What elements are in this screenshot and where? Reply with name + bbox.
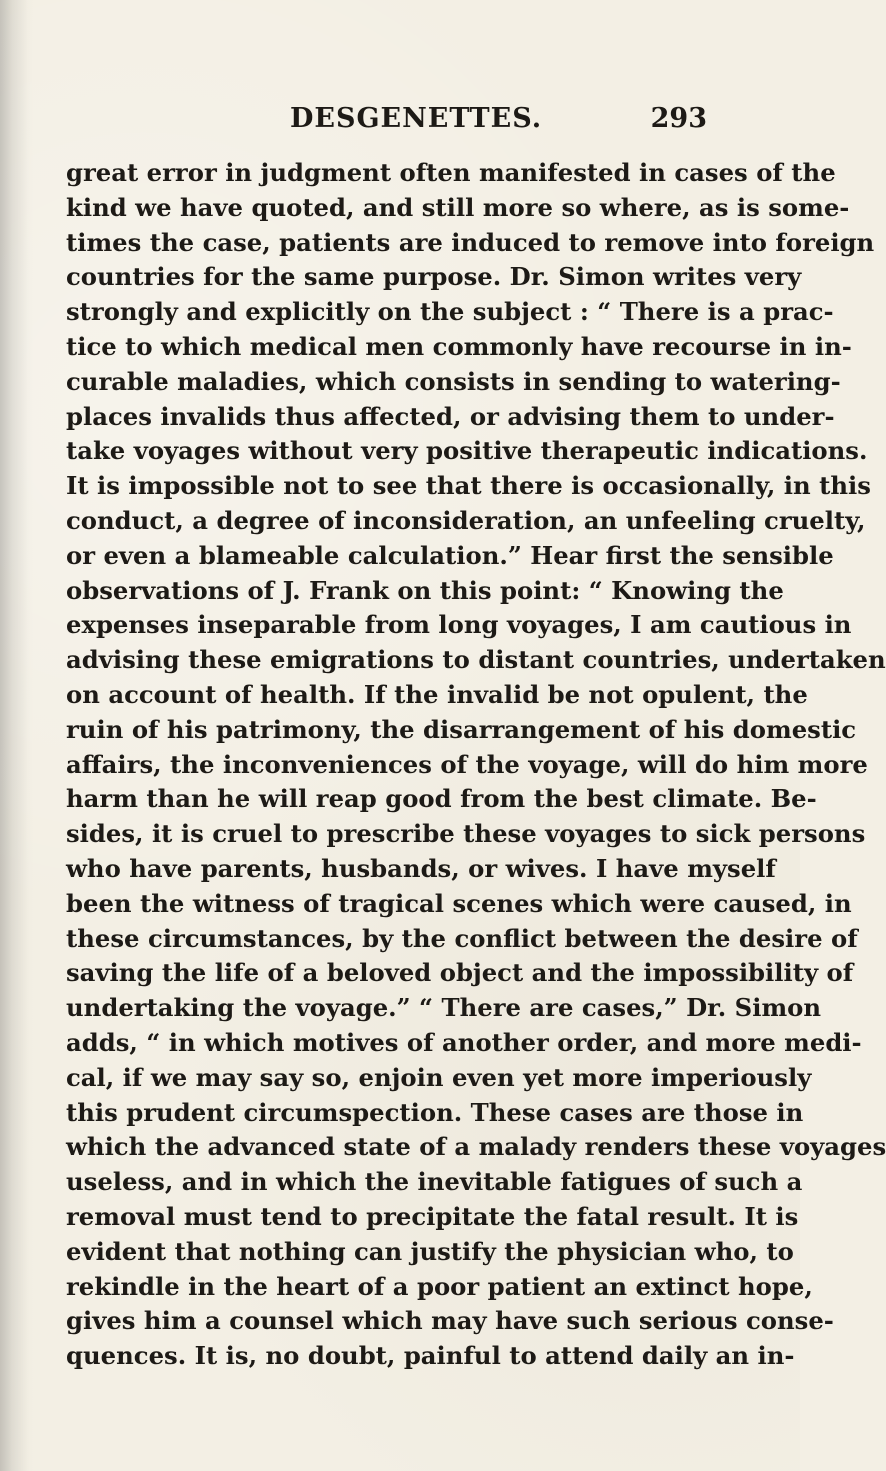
text-line: conduct, a degree of inconsideration, an unfeeling cruelty, bbox=[66, 505, 866, 535]
text-line: quences. It is, no doubt, painful to attend daily an in- bbox=[66, 1341, 795, 1371]
text-line: on account of health. If the invalid be not opulent, the bbox=[66, 679, 808, 709]
text-line: evident that nothing can justify the physician who, to bbox=[66, 1236, 794, 1266]
text-line: great error in judgment often manifested in cases of the bbox=[66, 158, 836, 187]
text-line: countries for the same purpose. Dr. Simon writes very bbox=[66, 262, 802, 292]
page-header bbox=[0, 103, 800, 141]
text-line: places invalids thus affected, or advising them to under- bbox=[66, 401, 835, 431]
text-line: rekindle in the heart of a poor patient an extinct hope, bbox=[66, 1271, 813, 1301]
text-line: ruin of his patrimony, the disarrangement of his domestic bbox=[66, 714, 857, 744]
text-line: who have parents, husbands, or wives. I have myself bbox=[66, 853, 776, 883]
text-line: kind we have quoted, and still more so where, as is some- bbox=[66, 192, 850, 222]
text-line: these circumstances, by the conflict between the desire of bbox=[66, 923, 858, 953]
text-line: take voyages without very positive therapeutic indications. bbox=[66, 436, 868, 466]
text-line: tice to which medical men commonly have recourse in in- bbox=[66, 331, 852, 361]
text-line: undertaking the voyage.” “ There are cases,” Dr. Simon bbox=[66, 993, 822, 1023]
text-line: or even a blameable calculation.” Hear first the sensible bbox=[66, 540, 834, 570]
running-head: DESGENETTES. bbox=[290, 103, 543, 134]
text-line: removal must tend to precipitate the fatal result. It is bbox=[66, 1201, 799, 1231]
text-line: It is impossible not to see that there is occasionally, in this bbox=[66, 471, 871, 501]
text-line: times the case, patients are induced to remove into foreign bbox=[66, 227, 875, 257]
text-line: this prudent circumspection. These cases are those in bbox=[66, 1097, 804, 1127]
text-line: saving the life of a beloved object and the impossibility of bbox=[66, 958, 854, 988]
page-number: 293 bbox=[650, 103, 707, 134]
text-line: adds, “ in which motives of another order, and more medi- bbox=[66, 1027, 862, 1057]
text-line: cal, if we may say so, enjoin even yet more imperiously bbox=[66, 1062, 812, 1092]
body-text bbox=[66, 156, 886, 1374]
text-line: useless, and in which the inevitable fatigues of such a bbox=[66, 1167, 803, 1197]
text-line: harm than he will reap good from the best climate. Be- bbox=[66, 784, 817, 814]
text-line: which the advanced state of a malady renders these voyages bbox=[66, 1132, 886, 1162]
page-binding-shadow bbox=[0, 0, 28, 1471]
text-line: advising these emigrations to distant countries, undertaken bbox=[66, 645, 886, 675]
text-line: been the witness of tragical scenes which were caused, in bbox=[66, 888, 852, 918]
text-line: sides, it is cruel to prescribe these voyages to sick persons bbox=[66, 819, 866, 849]
text-line: expenses inseparable from long voyages, I am cautious in bbox=[66, 610, 852, 640]
text-line: observations of J. Frank on this point: “ Knowing the bbox=[66, 575, 784, 605]
text-line: gives him a counsel which may have such serious conse- bbox=[66, 1306, 834, 1336]
text-line: affairs, the inconveniences of the voyage, will do him more bbox=[66, 749, 868, 779]
text-line: curable maladies, which consists in sending to watering- bbox=[66, 366, 841, 396]
text-line: strongly and explicitly on the subject : “ There is a prac- bbox=[66, 297, 834, 327]
